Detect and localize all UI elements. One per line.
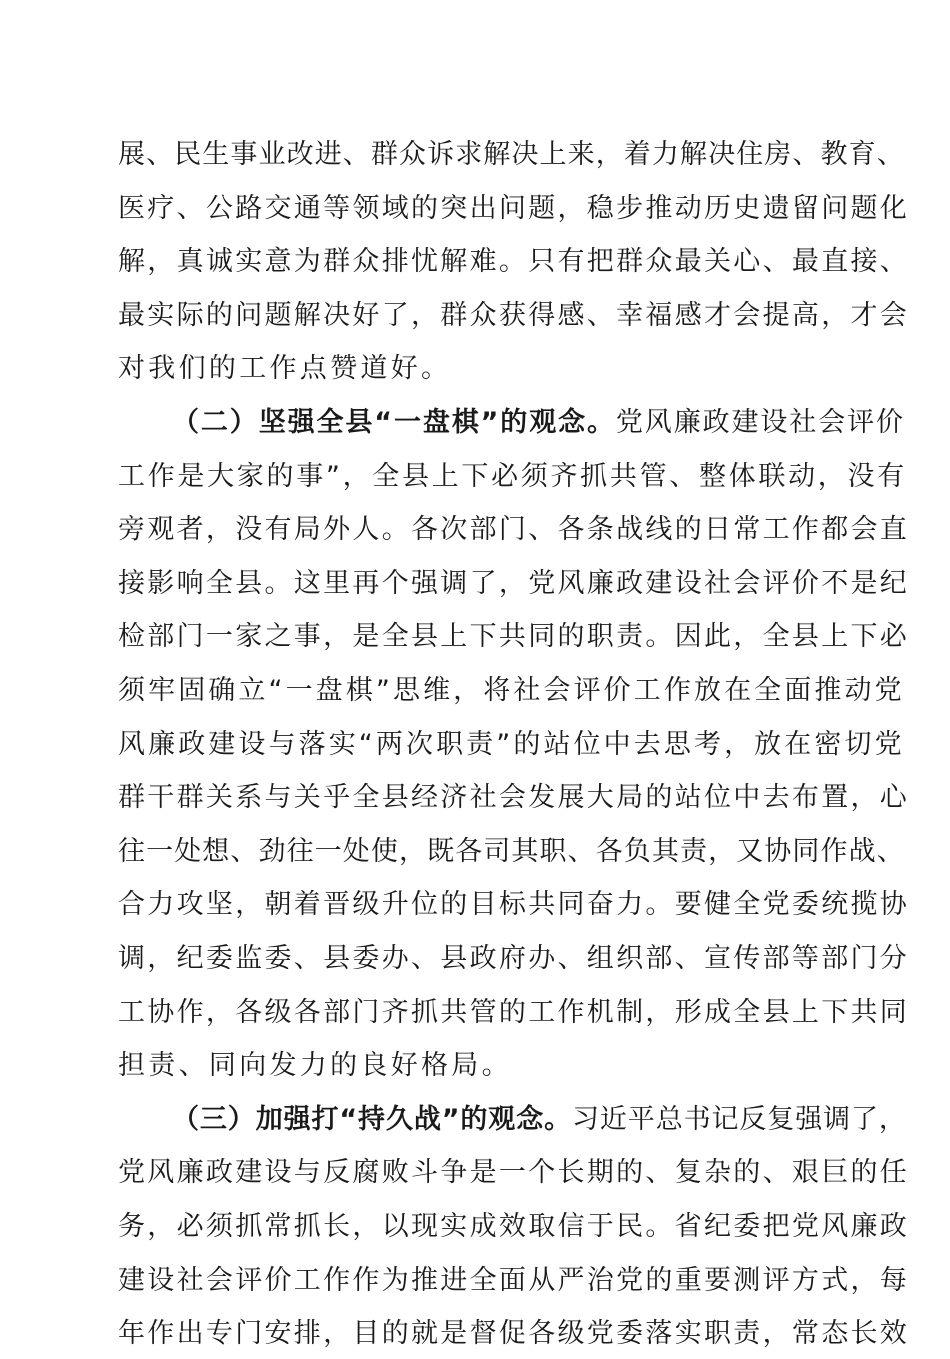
text-span: 党风廉政建设社会评价 (615, 407, 905, 438)
section-heading: （三）加强打“持久战”的观念。 (172, 1104, 572, 1135)
text-line: 接影响全县。这里再个强调了，党风廉政建设社会评价不是纪 (118, 568, 910, 599)
text-line: 担责、同向发力的良好格局。 (118, 1050, 512, 1081)
text-line: 旁观者，没有局外人。各次部门、各条战线的日常工作都会直 (118, 514, 910, 545)
text-line: 对我们的工作点赞道好。 (118, 353, 452, 384)
text-line: 展、民生事业改进、群众诉求解决上来，着力解决住房、教育、 (118, 139, 905, 170)
text-line: 医疗、公路交通等领域的突出问题，稳步推动历史遗留问题化 (118, 193, 910, 224)
text-line: 检部门一家之事，是全县上下共同的职责。因此，全县上下必 (118, 621, 910, 652)
text-line: 往一处想、劲往一处使，既各司其职、各负其责，又协同作战、 (118, 836, 905, 867)
text-line: 须牢固确立“一盘棋”思维，将社会评价工作放在全面推动党 (118, 675, 905, 706)
text-span: 习近平总书记反复强调了， (572, 1104, 907, 1135)
text-line: 风廉政建设与落实“两次职责”的站位中去思考，放在密切党 (118, 729, 905, 760)
text-line: 群干群关系与关乎全县经济社会发展大局的站位中去布置，心 (118, 782, 910, 813)
text-line: 调，纪委监委、县委办、县政府办、组织部、宣传部等部门分 (118, 943, 910, 974)
text-line: 工协作，各级各部门齐抓共管的工作机制，形成全县上下共同 (118, 997, 910, 1028)
text-line: 党风廉政建设与反腐败斗争是一个长期的、复杂的、艰巨的任 (118, 1157, 910, 1188)
text-line: 工作是大家的事”，全县上下必须齐抓共管、整体联动，没有 (118, 461, 907, 492)
text-line: 解，真诚实意为群众排忧解难。只有把群众最关心、最直接、 (118, 246, 910, 277)
section-two-line (172, 398, 905, 448)
section-heading: （二）坚强全县“一盘棋”的观念。 (172, 407, 616, 438)
text-line: 合力攻坚，朝着晋级升位的目标共同奋力。要健全党委统揽协 (118, 889, 910, 920)
text-line: 建设社会评价工作作为推进全面从严治党的重要测评方式，每 (118, 1265, 910, 1296)
text-line: 务，必须抓常抓长，以现实成效取信于民。省纪委把党风廉政 (118, 1211, 910, 1242)
text-line: 年作出专门安排，目的就是督促各级党委落实职责，常态长效 (118, 1318, 910, 1349)
text-line: 最实际的问题解决好了，群众获得感、幸福感才会提高，才会 (118, 300, 910, 331)
section-three-line (172, 1095, 907, 1145)
